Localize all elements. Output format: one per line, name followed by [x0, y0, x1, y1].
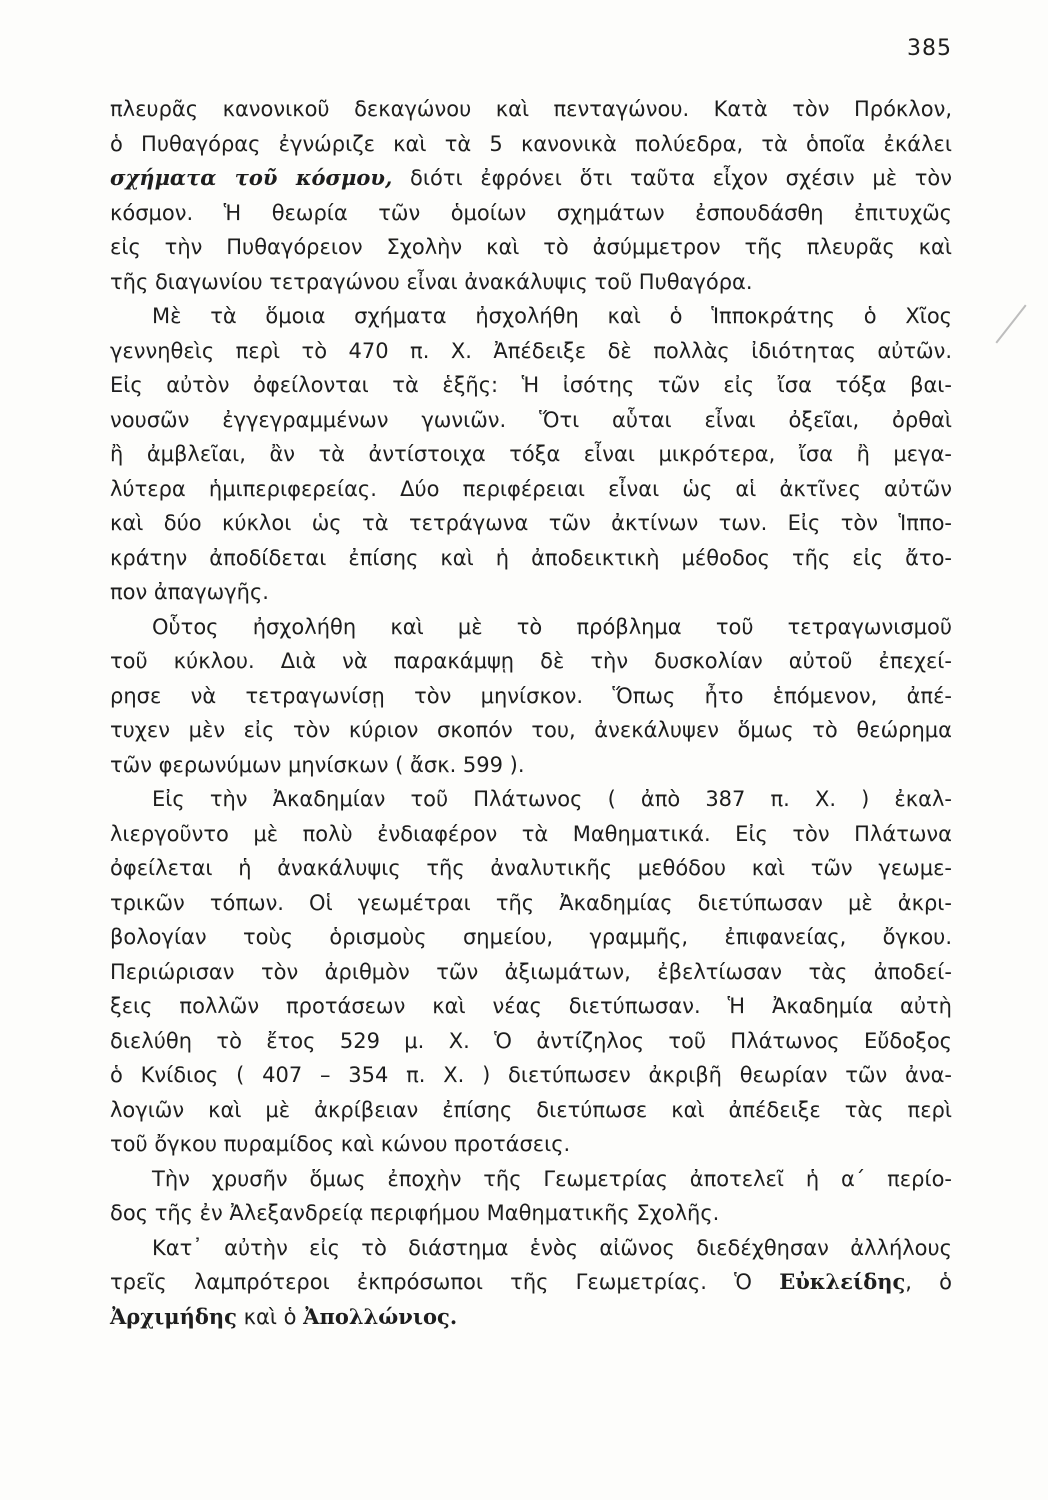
text-line: ὁ Πυθαγόρας ἐγνώριζε καὶ τὰ 5 κανονικὰ πολύεδρα, τὰ ὁποῖα ἐκάλει	[110, 131, 952, 156]
text-line: καὶ δύο κύκλοι ὡς τὰ τετράγωνα τῶν ἀκτίνων των. Εἰς τὸν Ἱππο-	[110, 511, 952, 535]
emphasis-archimedes: Ἀρχιμήδης	[110, 1303, 237, 1329]
text-line: Εἰς αὐτὸν ὀφείλονται τὰ ἑξῆς: Ἡ ἰσότης τῶν εἰς ἴσα τόξα βαι-	[110, 373, 952, 397]
text-line: ρησε νὰ τετραγωνίσῃ τὸν μηνίσκον. Ὅπως ἦτο ἑπόμενον, ἀπέ-	[110, 683, 952, 708]
text-line: τρικῶν τόπων. Οἱ γεωμέτραι τῆς Ἀκαδημίας διετύπωσαν μὲ ἀκρι-	[110, 890, 952, 915]
emphasis-apollonios: Ἀπολλώνιος.	[303, 1303, 458, 1329]
text-line: λιεργοῦντο μὲ πολὺ ἐνδιαφέρον τὰ Μαθηματικά. Εἰς τὸν Πλάτωνα	[110, 821, 952, 846]
text-line: ὁ Κνίδιος ( 407 – 354 π. Χ. ) διετύπωσεν ἀκριβῆ θεωρίαν τῶν ἀνα-	[110, 1063, 952, 1087]
text-line: γεννηθεὶς περὶ τὸ 470 π. Χ. Ἀπέδειξε δὲ πολλὰς ἰδιότητας αὐτῶν.	[110, 338, 952, 363]
text-line: εἰς τὴν Πυθαγόρειον Σχολὴν καὶ τὸ ἀσύμμετρον τῆς πλευρᾶς καὶ	[110, 235, 952, 259]
text-line: Περιώρισαν τὸν ἀριθμὸν τῶν ἀξιωμάτων, ἐβελτίωσαν τὰς ἀποδεί-	[110, 959, 952, 984]
text-fragment: τρεῖς λαμπρότεροι ἐκπρόσωποι τῆς Γεωμετρίας. Ὁ	[110, 1270, 752, 1294]
text-line: κράτην ἀποδίδεται ἐπίσης καὶ ἡ ἀποδεικτικὴ μέθοδος τῆς εἰς ἄτο-	[110, 545, 952, 570]
text-line: ὀφείλεται ἡ ἀνακάλυψις τῆς ἀναλυτικῆς μεθόδου καὶ τῶν γεωμε-	[110, 856, 952, 880]
margin-pencil-mark	[995, 304, 1026, 343]
page-number: 385	[907, 36, 952, 61]
text-line: Μὲ τὰ ὅμοια σχήματα ἠσχολήθη καὶ ὁ Ἱπποκράτης ὁ Χῖος	[152, 304, 952, 328]
emphasis-eukleides: Εὐκλείδης	[779, 1269, 906, 1294]
emphasis-kosmou: σχήματα τοῦ κόσμου,	[110, 165, 393, 190]
text-line: Τὴν χρυσῆν ὅμως ἐποχὴν τῆς Γεωμετρίας ἀποτελεῖ ἡ α΄ περίο-	[152, 1166, 952, 1191]
text-line	[110, 1300, 952, 1335]
text-line: τυχεν μὲν εἰς τὸν κύριον σκοπόν του, ἀνεκάλυψεν ὅμως τὸ θεώρημα	[110, 718, 952, 742]
text-line: κόσμον. Ἡ θεωρία τῶν ὁμοίων σχημάτων ἐσπουδάσθη ἐπιτυχῶς	[110, 200, 952, 225]
text-fragment: διότι ἐφρόνει ὅτι ταῦτα εἶχον σχέσιν μὲ τὸν	[410, 166, 953, 190]
text-line: Οὗτος ἠσχολήθη καὶ μὲ τὸ πρόβλημα τοῦ τετραγωνισμοῦ	[152, 614, 952, 639]
text-line: τῶν φερωνύμων μηνίσκων ( ἄσκ. 599 ).	[110, 752, 525, 777]
text-line: νουσῶν ἐγγεγραμμένων γωνιῶν. Ὅτι αὗται εἶναι ὀξεῖαι, ὀρθαὶ	[110, 407, 952, 432]
body-text	[110, 92, 952, 1334]
text-line: δος τῆς ἐν Ἀλεξανδρείᾳ περιφήμου Μαθηματικῆς Σχολῆς.	[110, 1201, 720, 1225]
text-line	[110, 1265, 952, 1300]
text-line: διελύθη τὸ ἔτος 529 μ. Χ. Ὁ ἀντίζηλος τοῦ Πλάτωνος Εὔδοξος	[110, 1028, 952, 1053]
text-line: τῆς διαγωνίου τετραγώνου εἶναι ἀνακάλυψις τοῦ Πυθαγόρα.	[110, 269, 753, 294]
text-line: τοῦ ὄγκου πυραμίδος καὶ κώνου προτάσεις.	[110, 1132, 571, 1156]
text-line: ξεις πολλῶν προτάσεων καὶ νέας διετύπωσαν. Ἡ Ἀκαδημία αὐτὴ	[110, 994, 952, 1018]
text-line: Εἰς τὴν Ἀκαδημίαν τοῦ Πλάτωνος ( ἀπὸ 387 π. Χ. ) ἐκαλ-	[152, 787, 952, 811]
text-line: λύτερα ἡμιπεριφερείας. Δύο περιφέρειαι εἶναι ὡς αἱ ἀκτῖνες αὐτῶν	[110, 476, 952, 501]
text-line: Κατ᾽ αὐτὴν εἰς τὸ διάστημα ἑνὸς αἰῶνος διεδέχθησαν ἀλλήλους	[152, 1235, 952, 1260]
text-line	[110, 161, 952, 196]
text-line: λογιῶν καὶ μὲ ἀκρίβειαν ἐπίσης διετύπωσε καὶ ἀπέδειξε τὰς περὶ	[110, 1097, 952, 1122]
text-fragment: καὶ ὁ	[243, 1304, 297, 1329]
text-line: βολογίαν τοὺς ὁρισμοὺς σημείου, γραμμῆς, ἐπιφανείας, ὄγκου.	[110, 925, 952, 949]
text-line: πον ἀπαγωγῆς.	[110, 580, 269, 604]
text-line: πλευρᾶς κανονικοῦ δεκαγώνου καὶ πενταγώνου. Κατὰ τὸν Πρόκλον,	[110, 97, 952, 121]
text-line: τοῦ κύκλου. Διὰ νὰ παρακάμψῃ δὲ τὴν δυσκολίαν αὐτοῦ ἐπεχεί-	[110, 649, 952, 673]
text-line: ἢ ἀμβλεῖαι, ἂν τὰ ἀντίστοιχα τόξα εἶναι μικρότερα, ἴσα ἢ μεγα-	[110, 442, 952, 466]
text-fragment: , ὁ	[905, 1270, 953, 1294]
